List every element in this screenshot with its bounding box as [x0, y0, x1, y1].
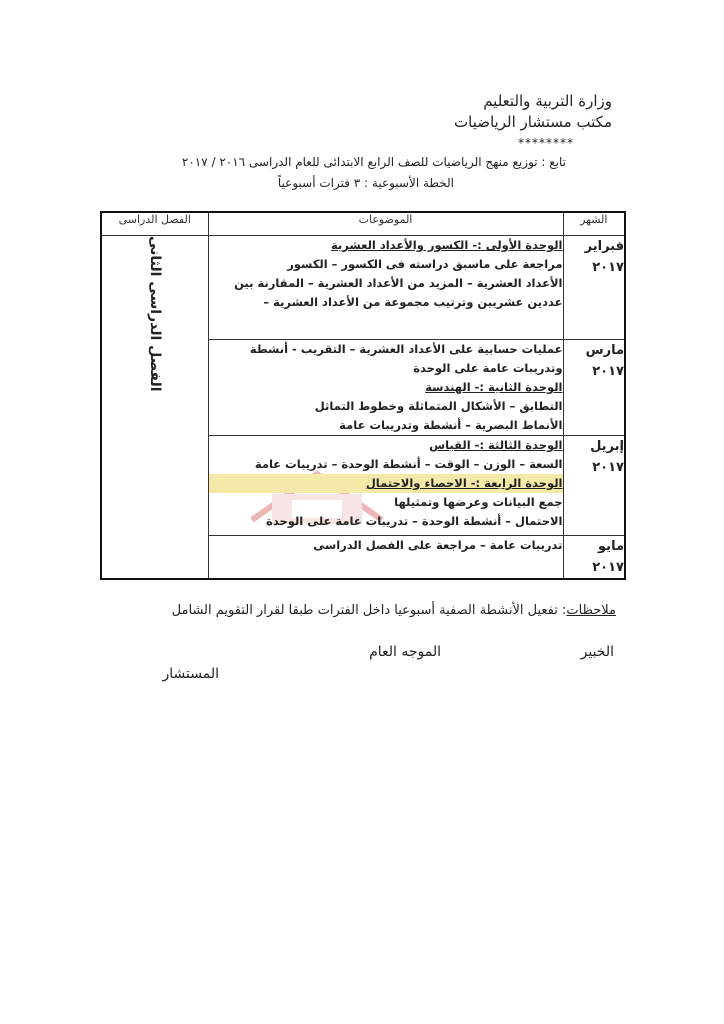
- topic-line: الأعداد العشرية – المزيد من الأعداد العشرية – المقارنة بين: [234, 276, 563, 290]
- month-name: إبريل: [590, 439, 624, 454]
- topic-line: تدريبات عامة – مراجعة على الفصل الدراسى: [313, 538, 563, 552]
- month-name: مايو: [598, 539, 624, 554]
- topics-cell: [208, 436, 563, 536]
- unit-title: الوحدة الثالثة :- القياس: [429, 438, 563, 452]
- topic-line: عمليات حسابية على الأعداد العشرية – التقريب - أنشطة: [249, 342, 563, 356]
- header-semester: الفصل الدراسى: [101, 212, 208, 236]
- month-cell: [563, 236, 625, 340]
- month-year: ٢٠١٧: [592, 460, 624, 475]
- unit-title: الوحدة الرابعة :- الاحصاء والاحتمال: [209, 474, 563, 493]
- topic-line: مراجعة على ماسبق دراسته فى الكسور – الكسور: [287, 257, 563, 271]
- curriculum-subtitle: تابع : توزيع منهج الرياضيات للصف الرابع الابتدائى للعام الدراسى ٢٠١٦ / ٢٠١٧: [181, 155, 566, 169]
- unit-title: الوحدة الثانية :- الهندسة: [425, 380, 563, 394]
- ministry-title: وزارة التربية والتعليم: [483, 92, 612, 110]
- month-year: ٢٠١٧: [592, 364, 624, 379]
- month-name: مارس: [585, 343, 624, 358]
- weekly-plan: الخطة الأسبوعية : ٣ فترات أسبوعياً: [277, 176, 454, 190]
- signature-consultant: المستشار: [162, 666, 219, 682]
- topics-cell: [208, 340, 563, 436]
- topics-cell: [208, 236, 563, 340]
- topic-line: وتدريبات عامة على الوحدة: [413, 361, 563, 375]
- topic-line: عددين عشريين وترتيب مجموعة من الأعداد العشرية –: [263, 295, 563, 309]
- semester-label: الفصل الدراسى الثانى: [146, 236, 163, 392]
- schedule-table: [100, 211, 626, 580]
- topic-line: التطابق – الأشكال المتماثلة وخطوط التماثل: [314, 399, 563, 413]
- header-month: الشهر: [563, 212, 625, 236]
- stars-divider: ********: [518, 136, 574, 150]
- header-topics: الموضوعات: [208, 212, 563, 236]
- month-cell: [563, 340, 625, 436]
- month-year: ٢٠١٧: [592, 260, 624, 275]
- topic-line: جمع البيانات وعرضها وتمثيلها: [394, 495, 563, 509]
- month-year: ٢٠١٧: [592, 560, 624, 575]
- topics-cell: [208, 536, 563, 580]
- topic-line: الاحتمال – أنشطة الوحدة – تدريبات عامة على الوحدة: [266, 514, 563, 528]
- month-name: فبراير: [584, 239, 624, 254]
- month-cell: [563, 536, 625, 580]
- topic-line: الأنماط البصرية – أنشطة وتدريبات عامة: [339, 418, 563, 432]
- unit-title: الوحدة الأولى :- الكسور والأعداد العشرية: [330, 238, 563, 252]
- signature-general-supervisor: الموجه العام: [369, 644, 441, 660]
- semester-cell: [101, 236, 208, 580]
- notes: [172, 603, 616, 618]
- notes-label: ملاحظات: [566, 603, 616, 618]
- month-cell: [563, 436, 625, 536]
- table-row: [101, 236, 625, 340]
- topic-line: السعة – الوزن – الوقت – أنشطة الوحدة – تدريبات عامة: [254, 457, 563, 471]
- notes-text: : تفعيل الأنشطة الصفية أسبوعيا داخل الفترات طبقا لقرار التقويم الشامل: [171, 603, 567, 618]
- signature-expert: الخبير: [580, 644, 614, 660]
- office-title: مكتب مستشار الرياضيات: [454, 113, 612, 131]
